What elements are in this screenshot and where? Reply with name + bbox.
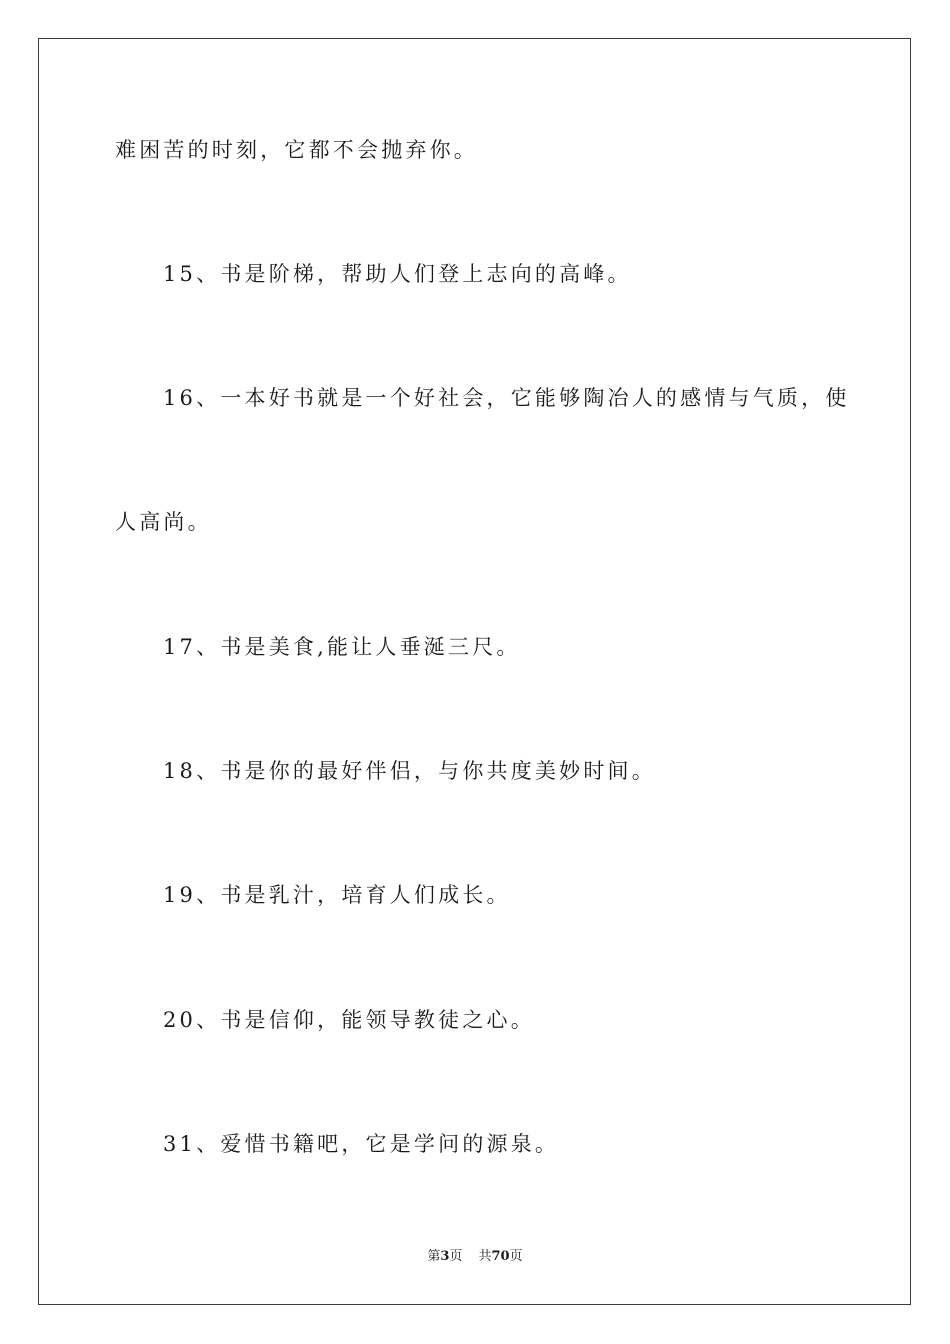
text-line-item-16: 16、一本好书就是一个好社会，它能够陶冶人的感情与气质，使 — [163, 386, 850, 410]
text-line-item-31: 31、爱惜书籍吧，它是学问的源泉。 — [163, 1132, 560, 1156]
page-suffix: 页 — [449, 1249, 463, 1264]
page-prefix: 第 — [427, 1249, 441, 1264]
total-pages: 70 — [491, 1249, 510, 1264]
text-line-item-15: 15、书是阶梯，帮助人们登上志向的高峰。 — [163, 262, 632, 286]
page-border — [38, 38, 911, 1305]
text-line-item-19: 19、书是乳汁，培育人们成长。 — [163, 883, 511, 907]
text-line-item-16-wrap: 人高尚。 — [115, 510, 212, 534]
total-suffix: 页 — [509, 1249, 523, 1264]
text-line-item-20: 20、书是信仰，能领导教徒之心。 — [163, 1008, 535, 1032]
text-line-item-17: 17、书是美食,能让人垂涎三尺。 — [163, 635, 521, 659]
text-line-item-18: 18、书是你的最好伴侣，与你共度美妙时间。 — [163, 759, 656, 783]
page-number: 3 — [440, 1249, 450, 1264]
page-footer — [0, 1248, 950, 1266]
text-line-continuation: 难困苦的时刻，它都不会抛弃你。 — [115, 138, 478, 162]
total-prefix: 共 — [478, 1249, 492, 1264]
